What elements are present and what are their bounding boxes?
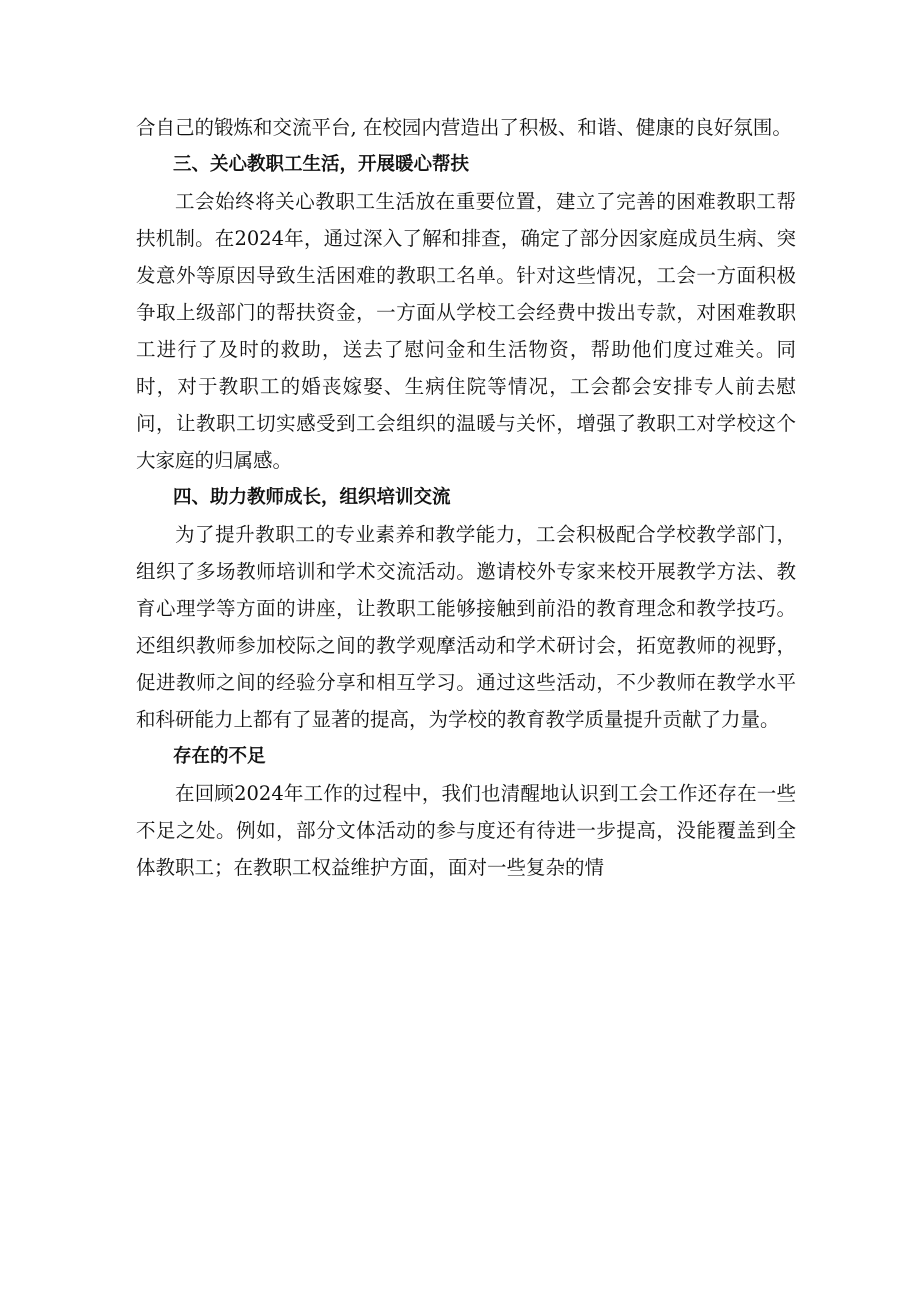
section-heading-care-for-staff: 三、关心教职工生活，开展暖心帮扶 [173, 154, 470, 175]
section-heading-shortcomings: 存在的不足 [173, 746, 266, 767]
paragraph-shortcomings: 在回顾2024年工作的过程中，我们也清醒地认识到工会工作还存在一些不足之处。例如，部分文体活动的参与度还有待进一步提高，没能覆盖到全体教职工；在教职工权益维护方面，面对一些复杂的情 [136, 782, 796, 879]
document-body [136, 109, 796, 886]
paragraph-care-for-staff: 工会始终将关心教职工生活放在重要位置，建立了完善的困难教职工帮扶机制。在2024年，通过深入了解和排查，确定了部分因家庭成员生病、突发意外等原因导致生活困难的教职工名单。针对这些情况，工会一方面积极争取上级部门的帮扶资金，一方面从学校工会经费中拨出专款，对困难教职工进行了及时的救助，送去了慰问金和生活物资，帮助他们度过难关。同时，对于教职工的婚丧嫁娶、生病住院等情况，工会都会安排专人前去慰问，让教职工切实感受到工会组织的温暖与关怀，增强了教职工对学校这个大家庭的归属感。 [136, 190, 796, 472]
paragraph-continuation: 合自己的锻炼和交流平台, 在校园内营造出了积极、和谐、健康的良好氛围。 [136, 116, 792, 139]
paragraph-teacher-growth: 为了提升教职工的专业素养和教学能力，工会积极配合学校教学部门，组织了多场教师培训和学术交流活动。邀请校外专家来校开展教学方法、教育心理学等方面的讲座，让教职工能够接触到前沿的教育理念和教学技巧。还组织教师参加校际之间的教学观摩活动和学术研讨会，拓宽教师的视野，促进教师之间的经验分享和相互学习。通过这些活动，不少教师在教学水平和科研能力上都有了显著的提高，为学校的教育教学质量提升贡献了力量。 [136, 523, 796, 731]
section-heading-teacher-growth: 四、助力教师成长，组织培训交流 [173, 487, 451, 508]
